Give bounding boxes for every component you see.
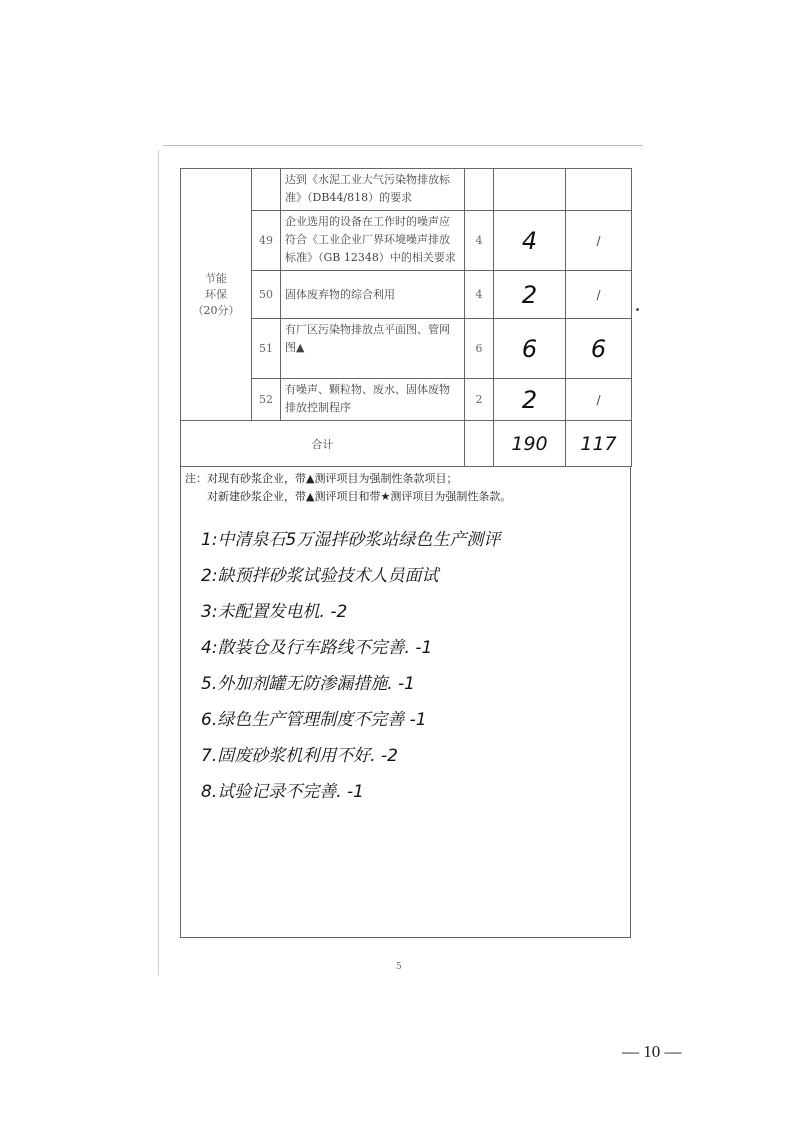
table-row bbox=[181, 169, 632, 211]
list-item: 4:散装仓及行车路线不完善. -1 bbox=[201, 638, 433, 658]
stray-dot bbox=[636, 308, 639, 311]
item-score-2: / bbox=[566, 379, 632, 421]
page-number: 5 bbox=[396, 962, 402, 972]
list-item: 5.外加剂罐无防渗漏措施. -1 bbox=[201, 674, 415, 694]
list-item: 1:中清泉石5万湿拌砂浆站绿色生产测评 bbox=[201, 530, 501, 550]
total-label: 合计 bbox=[181, 421, 465, 467]
item-score: 6 bbox=[494, 319, 566, 379]
list-item: 2:缺预拌砂浆试验技术人员面试 bbox=[201, 566, 439, 586]
item-number: 49 bbox=[252, 211, 281, 271]
list-item: 6.绿色生产管理制度不完善 -1 bbox=[201, 710, 427, 730]
item-score: 2 bbox=[494, 379, 566, 421]
item-points: 6 bbox=[465, 319, 494, 379]
item-score: 4 bbox=[494, 211, 566, 271]
item-score-2 bbox=[566, 169, 632, 211]
item-number: 51 bbox=[252, 319, 281, 379]
list-item: 3:未配置发电机. -2 bbox=[201, 602, 348, 622]
note-line-1: 注：对现有砂浆企业，带▲测评项目为强制性条款项目； bbox=[185, 472, 458, 485]
item-score: 2 bbox=[494, 271, 566, 319]
item-number: 52 bbox=[252, 379, 281, 421]
item-points: 4 bbox=[465, 271, 494, 319]
category-label: 节能 环保 （20分） bbox=[192, 271, 240, 317]
item-points: 4 bbox=[465, 211, 494, 271]
handwritten-remarks bbox=[201, 522, 500, 810]
list-item: 7.固废砂浆机利用不好. -2 bbox=[201, 746, 398, 766]
sheet-top-border bbox=[163, 145, 643, 146]
item-description: 达到《水泥工业大气污染物排放标准》（DB44/818）的要求 bbox=[281, 169, 465, 211]
folio-number: — 10 — bbox=[622, 1042, 682, 1061]
item-description: 有噪声、颗粒物、废水、固体废物排放控制程序 bbox=[281, 379, 465, 421]
item-points bbox=[465, 169, 494, 211]
item-description: 有厂区污染物排放点平面图、管网图▲ bbox=[281, 319, 465, 379]
item-description: 企业选用的设备在工作时的噪声应符合《工业企业厂界环境噪声排放标准》（GB 12348）中的相关要求 bbox=[281, 211, 465, 271]
total-row bbox=[181, 421, 632, 467]
score-table bbox=[180, 168, 632, 467]
item-description: 固体废弃物的综合利用 bbox=[281, 271, 465, 319]
total-points-empty bbox=[465, 421, 494, 467]
item-score-2: / bbox=[566, 271, 632, 319]
item-score-2: / bbox=[566, 211, 632, 271]
item-score-2: 6 bbox=[566, 319, 632, 379]
category-cell bbox=[181, 169, 252, 421]
item-number bbox=[252, 169, 281, 211]
item-number: 50 bbox=[252, 271, 281, 319]
total-score-2: 117 bbox=[566, 421, 632, 467]
list-item: 8.试验记录不完善. -1 bbox=[201, 782, 364, 802]
item-score bbox=[494, 169, 566, 211]
total-score: 190 bbox=[494, 421, 566, 467]
notes-box bbox=[180, 466, 631, 938]
item-points: 2 bbox=[465, 379, 494, 421]
sheet-left-border bbox=[158, 150, 159, 975]
note-line-2: 对新建砂浆企业，带▲测评项目和带★测评项目为强制性条款。 bbox=[207, 490, 512, 503]
